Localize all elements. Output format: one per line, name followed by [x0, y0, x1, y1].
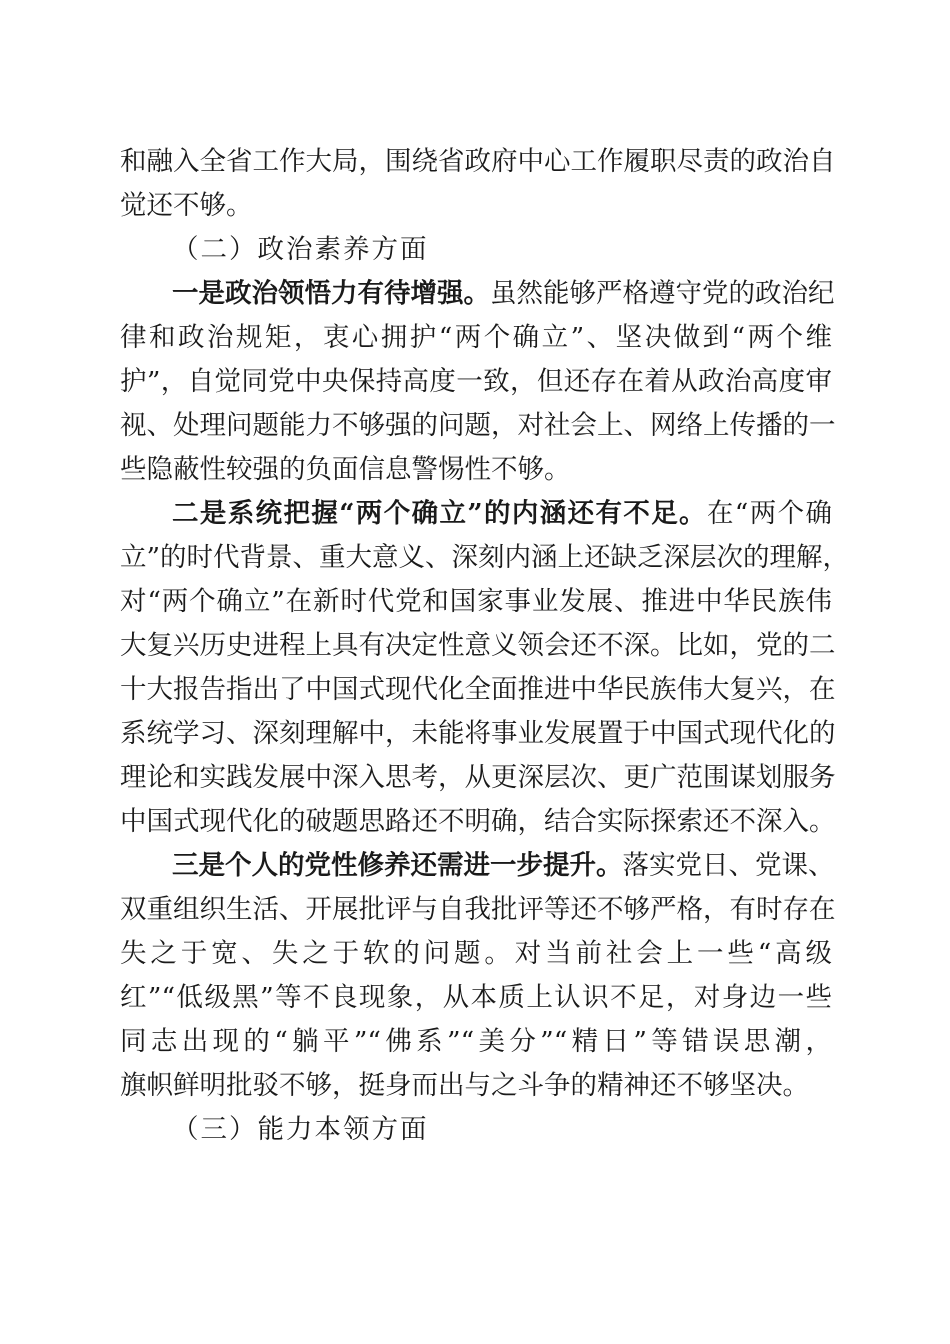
- paragraph-line: 视、处理问题能力不够强的问题，对社会上、网络上传播的一: [120, 410, 836, 441]
- paragraph-line: 中国式现代化的破题思路还不明确，结合实际探索还不深入。: [120, 806, 836, 837]
- paragraph-line: 立”的时代背景、重大意义、深刻内涵上还缺乏深层次的理解，: [120, 542, 850, 573]
- paragraph-line: 大复兴历史进程上具有决定性意义领会还不深。比如，党的二: [120, 630, 836, 661]
- paragraph-line: 红”“低级黑”等不良现象，从本质上认识不足，对身边一些: [120, 982, 832, 1013]
- paragraph-lead: 一是政治领悟力有待增强。: [172, 278, 490, 309]
- paragraph-line: 旗帜鲜明批驳不够，挺身而出与之斗争的精神还不够坚决。: [120, 1070, 809, 1101]
- paragraph-first-line: [172, 846, 835, 886]
- paragraph-lead: 二是系统把握“两个确立”的内涵还有不足。: [172, 498, 707, 529]
- paragraph-lead: 三是个人的党性修养还需进一步提升。: [172, 850, 623, 881]
- paragraph-text: 虽然能够严格遵守党的政治纪: [490, 278, 835, 309]
- section-heading: （三）能力本领方面: [172, 1114, 429, 1145]
- paragraph-line: 理论和实践发展中深入思考，从更深层次、更广范围谋划服务: [120, 762, 836, 793]
- paragraph-text: 在“两个确: [706, 498, 832, 529]
- paragraph-text: 落实党日、党课、: [622, 850, 835, 881]
- paragraph-line: 双重组织生活、开展批评与自我批评等还不够严格，有时存在: [120, 894, 836, 925]
- paragraph-first-line: [172, 274, 835, 314]
- paragraph-line: 护”，自觉同党中央保持高度一致，但还存在着从政治高度审: [120, 366, 832, 397]
- paragraph-line: 同志出现的“躺平”“佛系”“美分”“精日”等错误思潮，: [120, 1026, 832, 1057]
- paragraph-first-line: [172, 494, 832, 534]
- paragraph-line: 些隐蔽性较强的负面信息警惕性不够。: [120, 454, 571, 485]
- paragraph-line: 对“两个确立”在新时代党和国家事业发展、推进中华民族伟: [120, 586, 832, 617]
- paragraph-line: 和融入全省工作大局，围绕省政府中心工作履职尽责的政治自: [120, 146, 836, 177]
- paragraph-line: 律和政治规矩，衷心拥护“两个确立”、坚决做到“两个维: [120, 322, 832, 353]
- paragraph-line: 十大报告指出了中国式现代化全面推进中华民族伟大复兴，在: [120, 674, 836, 705]
- paragraph-line: 失之于宽、失之于软的问题。对当前社会上一些“高级: [120, 938, 832, 969]
- paragraph-line: 觉还不够。: [120, 190, 253, 221]
- section-heading: （二）政治素养方面: [172, 234, 429, 265]
- paragraph-line: 系统学习、深刻理解中，未能将事业发展置于中国式现代化的: [120, 718, 836, 749]
